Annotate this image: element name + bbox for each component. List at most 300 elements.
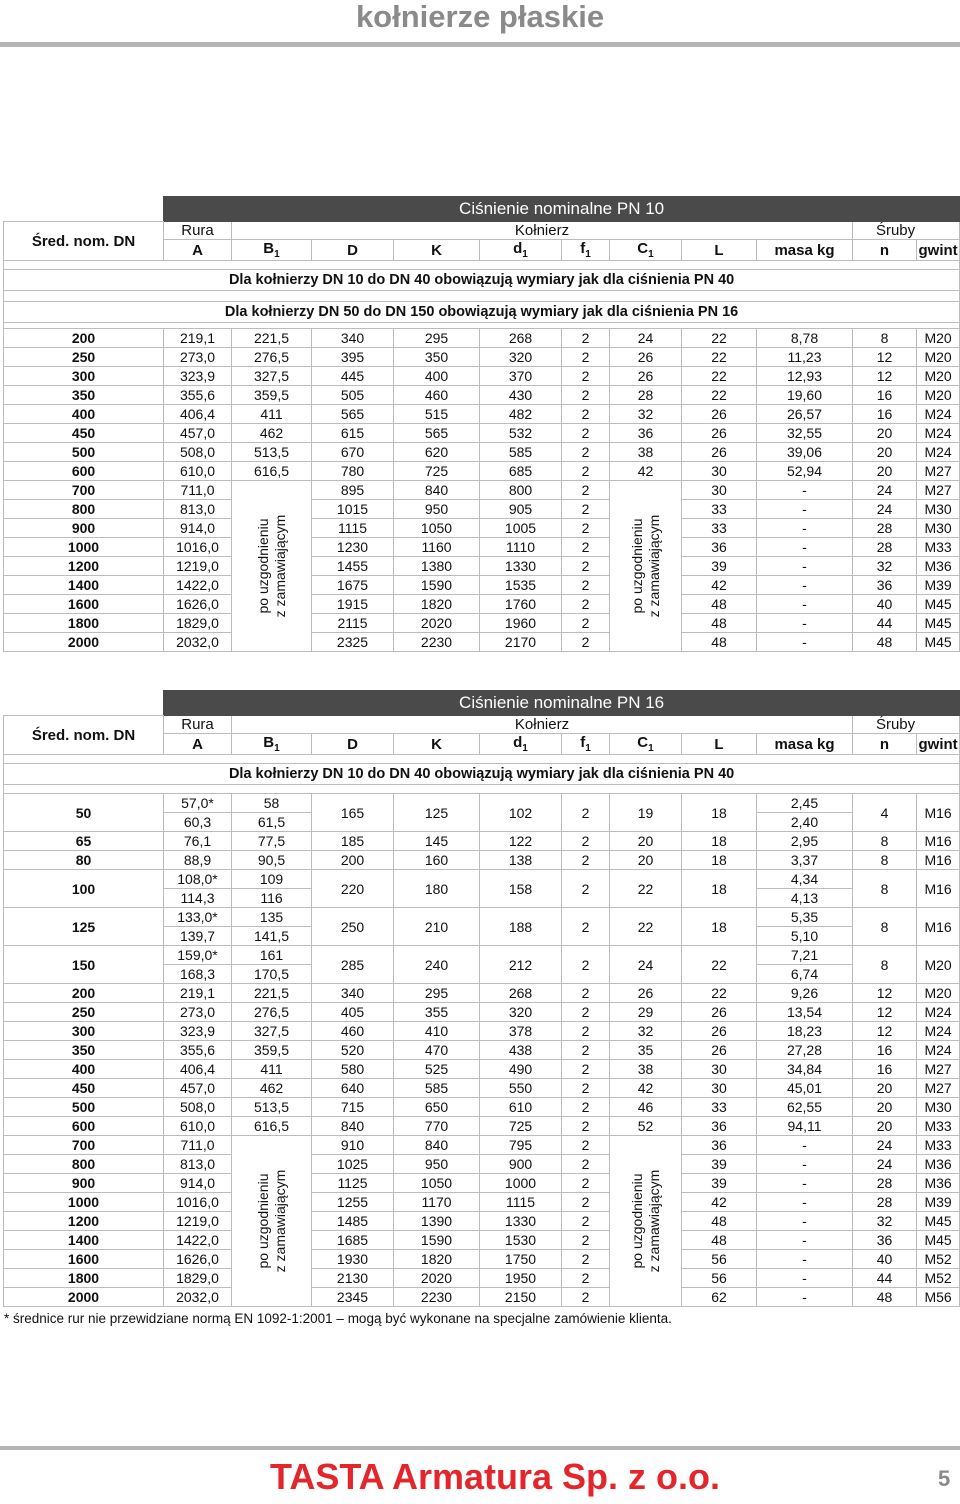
cell-a: 914,0 bbox=[164, 1174, 232, 1193]
c1-by-agreement bbox=[610, 1136, 682, 1307]
cell-masa: 34,84 bbox=[757, 1060, 853, 1079]
table-row bbox=[4, 1269, 960, 1288]
cell-dn: 600 bbox=[4, 1117, 164, 1136]
cell-d: 102 bbox=[480, 794, 562, 832]
cell-n: 20 bbox=[853, 1098, 917, 1117]
cell-l: 22 bbox=[682, 348, 757, 367]
cell-gwint: M16 bbox=[917, 908, 960, 946]
cell-dn: 600 bbox=[4, 462, 164, 481]
cell-d: 780 bbox=[312, 462, 394, 481]
cell-l: 48 bbox=[682, 595, 757, 614]
cell-k: 410 bbox=[394, 1022, 480, 1041]
col-b1-header bbox=[232, 734, 312, 755]
cell-n: 16 bbox=[853, 1041, 917, 1060]
col-n-header bbox=[853, 240, 917, 261]
table-row bbox=[4, 386, 960, 405]
cell-d1: 122 bbox=[480, 832, 562, 851]
cell-n: 36 bbox=[853, 1231, 917, 1250]
cell-masa: - bbox=[757, 538, 853, 557]
cell-k: 1390 bbox=[394, 1212, 480, 1231]
cell-a: 273,0 bbox=[164, 348, 232, 367]
cell-masa: - bbox=[757, 1250, 853, 1269]
table-row bbox=[4, 908, 960, 927]
cell-a: 133,0* bbox=[164, 908, 232, 927]
cell-c: 24 bbox=[610, 946, 682, 984]
table-row bbox=[4, 481, 960, 500]
cell-gwint: M27 bbox=[917, 462, 960, 481]
col-c1-header-subscript: 1 bbox=[648, 743, 654, 754]
kolnierz-group-header: Kołnierz bbox=[232, 222, 853, 240]
cell-masa: 5,10 bbox=[757, 927, 853, 946]
cell-k: 355 bbox=[394, 1003, 480, 1022]
cell-f: 2 bbox=[562, 946, 610, 984]
cell-l: 48 bbox=[682, 1231, 757, 1250]
cell-a: 88,9 bbox=[164, 851, 232, 870]
pn10-note-dn10-40: Dla kołnierzy DN 10 do DN 40 obowiązują wymiary jak dla ciśnienia PN 40 bbox=[4, 270, 960, 291]
spacer-row bbox=[4, 755, 960, 764]
cell-dn: 400 bbox=[4, 405, 164, 424]
cell-k: 950 bbox=[394, 500, 480, 519]
cell-c1: 29 bbox=[610, 1003, 682, 1022]
cell-a: 1219,0 bbox=[164, 1212, 232, 1231]
cell-dn: 350 bbox=[4, 1041, 164, 1060]
cell-a: 2032,0 bbox=[164, 633, 232, 652]
cell-a: 457,0 bbox=[164, 1079, 232, 1098]
cell-dn: 1600 bbox=[4, 1250, 164, 1269]
table-row bbox=[4, 794, 960, 813]
cell-l: 56 bbox=[682, 1250, 757, 1269]
col-n-header-letter: n bbox=[879, 241, 890, 259]
cell-dn: 900 bbox=[4, 1174, 164, 1193]
cell-l: 26 bbox=[682, 1041, 757, 1060]
cell-gwint: M20 bbox=[917, 329, 960, 348]
col-d1-header bbox=[480, 734, 562, 755]
table-row bbox=[4, 367, 960, 386]
cell-d1: 490 bbox=[480, 1060, 562, 1079]
col-c1-header-letter: C bbox=[637, 734, 649, 751]
cell-b1: 161 bbox=[232, 946, 312, 965]
cell-masa: 11,23 bbox=[757, 348, 853, 367]
col-d1-header-letter: d bbox=[513, 240, 523, 257]
cell-d: 640 bbox=[312, 1079, 394, 1098]
cell-d: 158 bbox=[480, 870, 562, 908]
col-c1-header bbox=[610, 240, 682, 261]
cell-dn: 250 bbox=[4, 348, 164, 367]
cell-dn: 800 bbox=[4, 500, 164, 519]
cell-a: 1016,0 bbox=[164, 1193, 232, 1212]
cell-masa: 2,45 bbox=[757, 794, 853, 813]
cell-d1: 550 bbox=[480, 1079, 562, 1098]
cell-gwint: M24 bbox=[917, 424, 960, 443]
cell-k: 350 bbox=[394, 348, 480, 367]
cell-l: 56 bbox=[682, 1269, 757, 1288]
table-row bbox=[4, 1212, 960, 1231]
table-row bbox=[4, 405, 960, 424]
cell-k: 620 bbox=[394, 443, 480, 462]
cell-gwint: M27 bbox=[917, 1060, 960, 1079]
cell-f1: 2 bbox=[562, 462, 610, 481]
cell-c1: 20 bbox=[610, 851, 682, 870]
cell-f1: 2 bbox=[562, 424, 610, 443]
cell-d1: 1000 bbox=[480, 1174, 562, 1193]
cell-k: 1170 bbox=[394, 1193, 480, 1212]
cell-masa: 26,57 bbox=[757, 405, 853, 424]
cell-k: 770 bbox=[394, 1117, 480, 1136]
by-agreement-line2: z zamawiającym bbox=[271, 514, 288, 618]
cell-d1: 1950 bbox=[480, 1269, 562, 1288]
cell-b1: 135 bbox=[232, 908, 312, 927]
table-row bbox=[4, 832, 960, 851]
col-b1-header-subscript: 1 bbox=[274, 249, 280, 260]
cell-k: 2020 bbox=[394, 1269, 480, 1288]
cell-d1: 320 bbox=[480, 348, 562, 367]
cell-n: 12 bbox=[853, 348, 917, 367]
cell-d: 565 bbox=[312, 405, 394, 424]
table-row bbox=[4, 1117, 960, 1136]
cell-b1: 276,5 bbox=[232, 348, 312, 367]
cell-d: 340 bbox=[312, 984, 394, 1003]
col-d1-header-subscript: 1 bbox=[522, 249, 528, 260]
cell-f1: 2 bbox=[562, 1136, 610, 1155]
cell-f1: 2 bbox=[562, 1060, 610, 1079]
cell-f1: 2 bbox=[562, 1174, 610, 1193]
table-row bbox=[4, 424, 960, 443]
col-c1-header-subscript: 1 bbox=[648, 249, 654, 260]
cell-d: 1675 bbox=[312, 576, 394, 595]
cell-d: 1230 bbox=[312, 538, 394, 557]
cell-dn: 2000 bbox=[4, 1288, 164, 1307]
cell-l: 33 bbox=[682, 519, 757, 538]
cell-l: 62 bbox=[682, 1288, 757, 1307]
table-title: Ciśnienie nominalne PN 10 bbox=[164, 197, 960, 222]
cell-masa: 27,28 bbox=[757, 1041, 853, 1060]
col-masa-header-letter: masa kg bbox=[774, 735, 835, 753]
cell-l: 18 bbox=[682, 794, 757, 832]
col-d1-header bbox=[480, 240, 562, 261]
cell-dn: 1000 bbox=[4, 538, 164, 557]
cell-gwint: M56 bbox=[917, 1288, 960, 1307]
cell-b1: 462 bbox=[232, 1079, 312, 1098]
cell-n: 8 bbox=[853, 908, 917, 946]
cell-k: 145 bbox=[394, 832, 480, 851]
cell-dn: 300 bbox=[4, 367, 164, 386]
cell-f1: 2 bbox=[562, 557, 610, 576]
by-agreement-line1: po uzgodnieniu bbox=[254, 518, 271, 614]
cell-f1: 2 bbox=[562, 1003, 610, 1022]
cell-masa: 4,34 bbox=[757, 870, 853, 889]
cell-d: 395 bbox=[312, 348, 394, 367]
cell-d1: 900 bbox=[480, 1155, 562, 1174]
cell-masa: - bbox=[757, 633, 853, 652]
cell-l: 22 bbox=[682, 386, 757, 405]
cell-b1: 141,5 bbox=[232, 927, 312, 946]
cell-n: 4 bbox=[853, 794, 917, 832]
cell-l: 30 bbox=[682, 462, 757, 481]
col-d-header bbox=[312, 734, 394, 755]
cell-d1: 268 bbox=[480, 984, 562, 1003]
cell-d1: 138 bbox=[480, 851, 562, 870]
cell-n: 24 bbox=[853, 481, 917, 500]
cell-n: 8 bbox=[853, 329, 917, 348]
cell-d1: 1110 bbox=[480, 538, 562, 557]
cell-l: 18 bbox=[682, 832, 757, 851]
cell-d: 1455 bbox=[312, 557, 394, 576]
cell-n: 28 bbox=[853, 1174, 917, 1193]
cell-f1: 2 bbox=[562, 538, 610, 557]
cell-d1: 1960 bbox=[480, 614, 562, 633]
cell-masa: - bbox=[757, 1136, 853, 1155]
cell-n: 20 bbox=[853, 443, 917, 462]
cell-k: 1380 bbox=[394, 557, 480, 576]
cell-gwint: M39 bbox=[917, 576, 960, 595]
col-a-header-letter: A bbox=[192, 735, 203, 753]
cell-d1: 725 bbox=[480, 1117, 562, 1136]
col-c1-header-letter: C bbox=[637, 240, 649, 257]
cell-dn: 1800 bbox=[4, 1269, 164, 1288]
cell-gwint: M27 bbox=[917, 1079, 960, 1098]
cell-d: 1015 bbox=[312, 500, 394, 519]
cell-k: 525 bbox=[394, 1060, 480, 1079]
cell-gwint: M20 bbox=[917, 386, 960, 405]
cell-gwint: M16 bbox=[917, 870, 960, 908]
cell-f1: 2 bbox=[562, 386, 610, 405]
cell-k: 1820 bbox=[394, 1250, 480, 1269]
cell-n: 28 bbox=[853, 538, 917, 557]
cell-a: 219,1 bbox=[164, 329, 232, 348]
cell-masa: 4,13 bbox=[757, 889, 853, 908]
cell-f: 2 bbox=[562, 908, 610, 946]
by-agreement-line2: z zamawiającym bbox=[271, 1169, 288, 1273]
cell-d: 185 bbox=[312, 832, 394, 851]
cell-d: 580 bbox=[312, 1060, 394, 1079]
cell-masa: 39,06 bbox=[757, 443, 853, 462]
cell-dn: 1000 bbox=[4, 1193, 164, 1212]
cell-masa: 2,95 bbox=[757, 832, 853, 851]
cell-d: 405 bbox=[312, 1003, 394, 1022]
col-n-header bbox=[853, 734, 917, 755]
cell-l: 33 bbox=[682, 500, 757, 519]
cell-a: 813,0 bbox=[164, 500, 232, 519]
cell-d1: 795 bbox=[480, 1136, 562, 1155]
cell-k: 295 bbox=[394, 984, 480, 1003]
header-corner bbox=[4, 197, 164, 222]
cell-d1: 1330 bbox=[480, 1212, 562, 1231]
cell-gwint: M33 bbox=[917, 1117, 960, 1136]
cell-masa: 9,26 bbox=[757, 984, 853, 1003]
cell-n: 36 bbox=[853, 576, 917, 595]
cell-d1: 905 bbox=[480, 500, 562, 519]
col-b1-header bbox=[232, 240, 312, 261]
cell-c1: 24 bbox=[610, 329, 682, 348]
cell-n: 8 bbox=[853, 851, 917, 870]
col-k-header-letter: K bbox=[431, 241, 442, 259]
b1-by-agreement bbox=[232, 481, 312, 652]
col-f1-header bbox=[562, 240, 610, 261]
cell-dn: 700 bbox=[4, 1136, 164, 1155]
cell-k: 725 bbox=[394, 462, 480, 481]
cell-masa: 45,01 bbox=[757, 1079, 853, 1098]
cell-d: 212 bbox=[480, 946, 562, 984]
cell-gwint: M24 bbox=[917, 1003, 960, 1022]
cell-f1: 2 bbox=[562, 443, 610, 462]
cell-n: 12 bbox=[853, 1003, 917, 1022]
cell-n: 24 bbox=[853, 1136, 917, 1155]
cell-masa: - bbox=[757, 1155, 853, 1174]
cell-masa: 12,93 bbox=[757, 367, 853, 386]
cell-masa: 19,60 bbox=[757, 386, 853, 405]
col-l-header bbox=[682, 734, 757, 755]
cell-d1: 320 bbox=[480, 1003, 562, 1022]
cell-dn: 80 bbox=[4, 851, 164, 870]
cell-gwint: M52 bbox=[917, 1269, 960, 1288]
cell-l: 26 bbox=[682, 443, 757, 462]
cell-masa: - bbox=[757, 519, 853, 538]
cell-masa: 52,94 bbox=[757, 462, 853, 481]
cell-gwint: M16 bbox=[917, 832, 960, 851]
cell-c1: 28 bbox=[610, 386, 682, 405]
cell-a: 406,4 bbox=[164, 1060, 232, 1079]
cell-f1: 2 bbox=[562, 405, 610, 424]
cell-a: 610,0 bbox=[164, 1117, 232, 1136]
table-row bbox=[4, 538, 960, 557]
cell-d1: 610 bbox=[480, 1098, 562, 1117]
cell-dn: 200 bbox=[4, 984, 164, 1003]
table-row bbox=[4, 462, 960, 481]
cell-n: 44 bbox=[853, 614, 917, 633]
cell-c1: 20 bbox=[610, 832, 682, 851]
cell-n: 20 bbox=[853, 1079, 917, 1098]
cell-a: 1626,0 bbox=[164, 1250, 232, 1269]
cell-d1: 2170 bbox=[480, 633, 562, 652]
table-title: Ciśnienie nominalne PN 16 bbox=[164, 691, 960, 716]
cell-n: 12 bbox=[853, 367, 917, 386]
cell-f1: 2 bbox=[562, 1269, 610, 1288]
table-row bbox=[4, 946, 960, 965]
cell-k: 125 bbox=[394, 794, 480, 832]
cell-k: 840 bbox=[394, 481, 480, 500]
cell-n: 40 bbox=[853, 595, 917, 614]
table-row bbox=[4, 500, 960, 519]
cell-k: 1820 bbox=[394, 595, 480, 614]
cell-a: 711,0 bbox=[164, 481, 232, 500]
cell-d1: 1115 bbox=[480, 1193, 562, 1212]
cell-f1: 2 bbox=[562, 1098, 610, 1117]
cell-c1: 42 bbox=[610, 462, 682, 481]
cell-f1: 2 bbox=[562, 329, 610, 348]
cell-n: 40 bbox=[853, 1250, 917, 1269]
cell-a: 108,0* bbox=[164, 870, 232, 889]
cell-a: 273,0 bbox=[164, 1003, 232, 1022]
cell-f1: 2 bbox=[562, 1117, 610, 1136]
cell-k: 950 bbox=[394, 1155, 480, 1174]
col-d1-header-letter: d bbox=[513, 734, 523, 751]
cell-a: 1422,0 bbox=[164, 1231, 232, 1250]
cell-b1: 77,5 bbox=[232, 832, 312, 851]
cell-k: 240 bbox=[394, 946, 480, 984]
cell-l: 26 bbox=[682, 405, 757, 424]
col-l-header bbox=[682, 240, 757, 261]
cell-gwint: M24 bbox=[917, 405, 960, 424]
cell-masa: 6,74 bbox=[757, 965, 853, 984]
cell-f1: 2 bbox=[562, 1212, 610, 1231]
cell-f1: 2 bbox=[562, 576, 610, 595]
cell-d: 1115 bbox=[312, 519, 394, 538]
cell-d: 615 bbox=[312, 424, 394, 443]
cell-f1: 2 bbox=[562, 367, 610, 386]
cell-b1: 221,5 bbox=[232, 984, 312, 1003]
cell-f1: 2 bbox=[562, 633, 610, 652]
cell-masa: 32,55 bbox=[757, 424, 853, 443]
cell-n: 20 bbox=[853, 462, 917, 481]
cell-b1: 327,5 bbox=[232, 367, 312, 386]
cell-l: 30 bbox=[682, 1079, 757, 1098]
cell-f1: 2 bbox=[562, 1231, 610, 1250]
table-row bbox=[4, 595, 960, 614]
cell-a: 508,0 bbox=[164, 1098, 232, 1117]
cell-b1: 58 bbox=[232, 794, 312, 813]
cell-dn: 800 bbox=[4, 1155, 164, 1174]
cell-k: 1590 bbox=[394, 1231, 480, 1250]
cell-gwint: M33 bbox=[917, 538, 960, 557]
col-a-header-letter: A bbox=[192, 241, 203, 259]
cell-k: 470 bbox=[394, 1041, 480, 1060]
cell-d1: 1535 bbox=[480, 576, 562, 595]
cell-gwint: M27 bbox=[917, 481, 960, 500]
col-f1-header bbox=[562, 734, 610, 755]
cell-c1: 26 bbox=[610, 984, 682, 1003]
cell-b1: 359,5 bbox=[232, 1041, 312, 1060]
cell-c1: 46 bbox=[610, 1098, 682, 1117]
cell-gwint: M45 bbox=[917, 1231, 960, 1250]
cell-d: 460 bbox=[312, 1022, 394, 1041]
cell-masa: 62,55 bbox=[757, 1098, 853, 1117]
cell-f1: 2 bbox=[562, 1022, 610, 1041]
cell-dn: 500 bbox=[4, 443, 164, 462]
cell-d1: 370 bbox=[480, 367, 562, 386]
cell-n: 8 bbox=[853, 832, 917, 851]
kolnierz-group-header: Kołnierz bbox=[232, 716, 853, 734]
cell-d: 505 bbox=[312, 386, 394, 405]
table-row bbox=[4, 576, 960, 595]
cell-l: 22 bbox=[682, 329, 757, 348]
cell-n: 48 bbox=[853, 1288, 917, 1307]
top-divider bbox=[0, 42, 960, 47]
by-agreement-text bbox=[255, 1170, 289, 1273]
cell-b1: 327,5 bbox=[232, 1022, 312, 1041]
cell-c1: 26 bbox=[610, 348, 682, 367]
cell-dn: 900 bbox=[4, 519, 164, 538]
cell-masa: - bbox=[757, 1269, 853, 1288]
cell-n: 24 bbox=[853, 500, 917, 519]
cell-l: 36 bbox=[682, 1117, 757, 1136]
cell-b1: 276,5 bbox=[232, 1003, 312, 1022]
table-row bbox=[4, 614, 960, 633]
cell-d: 165 bbox=[312, 794, 394, 832]
col-f1-header-subscript: 1 bbox=[585, 249, 591, 260]
by-agreement-text bbox=[629, 515, 663, 618]
cell-l: 26 bbox=[682, 1022, 757, 1041]
cell-a: 711,0 bbox=[164, 1136, 232, 1155]
cell-n: 28 bbox=[853, 519, 917, 538]
cell-d: 840 bbox=[312, 1117, 394, 1136]
cell-gwint: M30 bbox=[917, 519, 960, 538]
cell-c1: 35 bbox=[610, 1041, 682, 1060]
col-l-header-letter: L bbox=[714, 735, 724, 753]
table-row bbox=[4, 984, 960, 1003]
sruby-group-header: Śruby bbox=[853, 716, 960, 734]
cell-dn: 1400 bbox=[4, 1231, 164, 1250]
cell-a: 508,0 bbox=[164, 443, 232, 462]
